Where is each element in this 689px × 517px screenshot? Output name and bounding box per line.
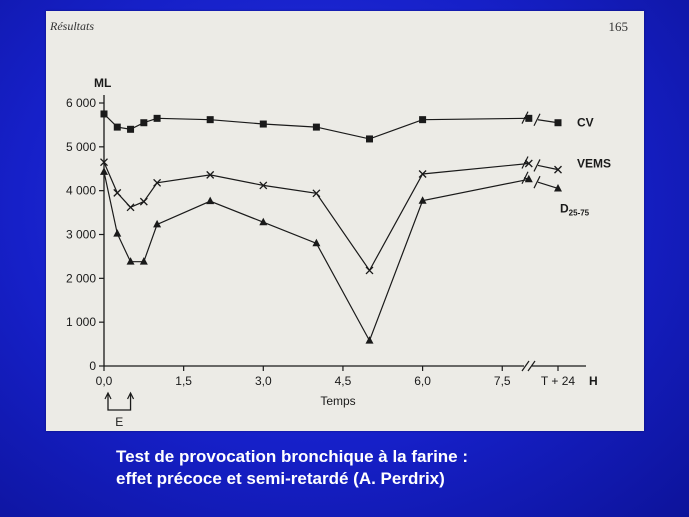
data-point-cv <box>313 124 320 131</box>
x-tick-label: 6,0 <box>414 374 431 388</box>
caption-line-2: effet précoce et semi-retardé (A. Perdrix) <box>116 469 445 488</box>
data-point-d25-75 <box>366 336 374 344</box>
data-point-cv <box>101 110 108 117</box>
x-axis-title: Temps <box>320 394 356 408</box>
spirometry-line-chart <box>46 11 644 431</box>
series-label-cv: CV <box>577 115 594 130</box>
x-tick-label: 0,0 <box>95 374 113 388</box>
x-tick-label: 4,5 <box>334 374 352 388</box>
data-point-d25-75 <box>140 257 148 265</box>
y-tick-label: 1 000 <box>65 315 96 330</box>
data-point-cv <box>260 121 267 128</box>
series-label-d-subscript: 25-75 <box>568 208 590 218</box>
labels <box>66 76 611 429</box>
data-point-vems <box>366 267 373 274</box>
running-head: Résultats <box>50 19 94 33</box>
x-tick-label-t24: T + 24 <box>540 374 576 388</box>
y-axis-title: ML <box>94 76 112 90</box>
data-point-cv <box>127 126 134 133</box>
data-point-vems <box>140 198 147 205</box>
data-point-d25-75 <box>113 229 121 237</box>
series-line-d25-75 <box>104 172 529 341</box>
data-point-d25-75 <box>127 257 135 265</box>
axes <box>99 95 586 410</box>
series-line-vems <box>104 162 529 270</box>
x-tick-label: 3,0 <box>254 374 272 388</box>
data-point-vems <box>114 189 121 196</box>
y-tick-label: 5 000 <box>65 139 96 154</box>
y-tick-label: 0 <box>89 359 96 373</box>
series-line-segment <box>538 182 558 188</box>
data-point-cv <box>419 116 426 123</box>
y-tick-label: 4 000 <box>65 183 96 198</box>
data-point-vems <box>127 204 134 211</box>
data-point-d25-75 <box>206 197 214 205</box>
series-label-d-main: D <box>560 201 569 216</box>
x-unit-label: H <box>589 374 598 388</box>
x-tick-label: 7,5 <box>493 374 511 388</box>
series-label-d25-75 <box>560 201 590 217</box>
y-tick-label: 2 000 <box>65 271 96 286</box>
series-label-vems: VEMS <box>577 156 612 171</box>
series-markers <box>100 110 562 343</box>
y-tick-label: 3 000 <box>65 227 96 242</box>
data-point-cv <box>114 124 121 131</box>
scanned-book-page <box>46 11 644 431</box>
x-tick-label: 1,5 <box>175 374 192 388</box>
data-point-cv <box>207 116 214 123</box>
series-lines <box>104 112 558 341</box>
data-point-cv <box>140 119 147 126</box>
page-number: 165 <box>608 19 628 34</box>
data-point-cv <box>555 119 562 126</box>
data-point-cv <box>154 115 161 122</box>
exposure-bracket <box>108 394 131 410</box>
exposure-label: E <box>115 415 124 429</box>
caption-line-1: Test de provocation bronchique à la farine : <box>116 447 469 466</box>
data-point-cv <box>366 135 373 142</box>
data-point-cv <box>525 115 532 122</box>
y-tick-label: 6 000 <box>65 96 96 110</box>
slide-caption <box>116 446 656 490</box>
